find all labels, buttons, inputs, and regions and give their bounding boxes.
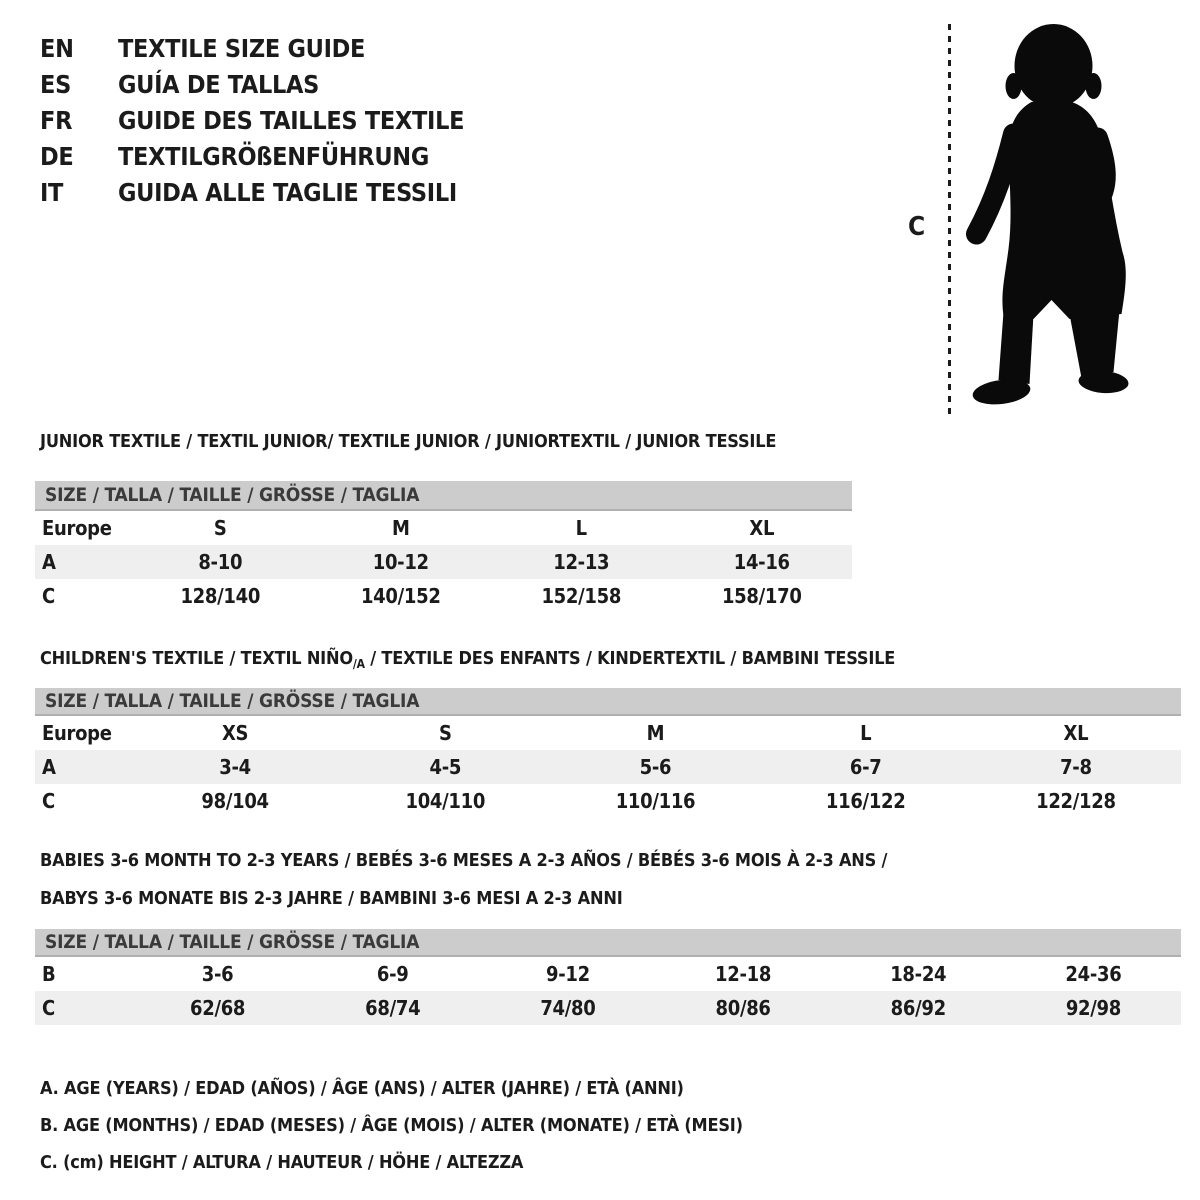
size-cell: 7-8	[1060, 755, 1092, 779]
language-row	[40, 30, 464, 66]
size-cell: 18-24	[890, 962, 947, 986]
size-header-bar	[35, 929, 1181, 957]
size-cell: 5-6	[639, 755, 672, 779]
language-row	[40, 66, 464, 102]
size-cell: 74/80	[540, 996, 596, 1020]
table-row	[35, 716, 1181, 750]
size-cell: 12-18	[715, 962, 772, 986]
table-row	[35, 991, 1181, 1025]
language-code: ES	[40, 69, 71, 99]
measure-legend	[40, 1070, 743, 1181]
size-cell: XS	[221, 721, 249, 745]
size-cell: 62/68	[190, 996, 246, 1020]
language-code: IT	[40, 177, 64, 207]
row-label: Europe	[42, 721, 112, 745]
size-cell: 68/74	[365, 996, 421, 1020]
table-row	[35, 545, 852, 579]
size-cell: 98/104	[201, 789, 269, 813]
language-code: FR	[40, 105, 73, 135]
row-label: A	[42, 550, 56, 574]
size-cell: 104/110	[405, 789, 486, 813]
language-row	[40, 138, 464, 174]
size-cell: 86/92	[890, 996, 946, 1020]
size-cell: 24-36	[1065, 962, 1122, 986]
children-title-subscript: /A	[352, 657, 365, 671]
babies-section-title	[40, 842, 887, 918]
size-cell: L	[575, 516, 587, 540]
language-code: DE	[40, 141, 74, 171]
toddler-silhouette-icon	[963, 24, 1139, 414]
row-label: Europe	[42, 516, 112, 540]
size-cell: 8-10	[198, 550, 243, 574]
row-label: C	[42, 584, 55, 608]
row-label: A	[42, 755, 56, 779]
size-cell: 12-13	[553, 550, 610, 574]
junior-size-table	[35, 481, 852, 613]
size-cell: 128/140	[180, 584, 261, 608]
language-label: TEXTILE SIZE GUIDE	[118, 33, 366, 63]
size-cell: 3-6	[201, 962, 234, 986]
size-cell: S	[438, 721, 452, 745]
language-label: GUIDE DES TAILLES TEXTILE	[118, 105, 465, 135]
size-cell: M	[391, 516, 410, 540]
language-row	[40, 102, 464, 138]
language-label: GUIDA ALLE TAGLIE TESSILI	[118, 177, 457, 207]
babies-title-line2: BABYS 3-6 MONATE BIS 2-3 JAHRE / BAMBINI 3-6 MESI A 2-3 ANNI	[40, 888, 623, 909]
size-cell: M	[646, 721, 665, 745]
size-cell: 6-9	[376, 962, 409, 986]
size-cell: 116/122	[825, 789, 906, 813]
language-code: EN	[40, 33, 74, 63]
size-cell: 92/98	[1065, 996, 1121, 1020]
size-header-label: SIZE / TALLA / TAILLE / GRÖSSE / TAGLIA	[45, 931, 420, 953]
size-cell: XL	[749, 516, 775, 540]
language-label: GUÍA DE TALLAS	[118, 69, 320, 99]
size-cell: 140/152	[360, 584, 441, 608]
row-label: C	[42, 789, 55, 813]
legend-line-b: B. AGE (MONTHS) / EDAD (MESES) / ÂGE (MOIS) / ALTER (MONATE) / ETÀ (MESI)	[40, 1115, 743, 1136]
size-cell: 9-12	[545, 962, 590, 986]
size-header-label: SIZE / TALLA / TAILLE / GRÖSSE / TAGLIA	[45, 690, 420, 712]
language-label: TEXTILGRÖßENFÜHRUNG	[118, 141, 429, 171]
size-header-bar	[35, 688, 1181, 716]
legend-line-c: C. (cm) HEIGHT / ALTURA / HAUTEUR / HÖHE / ALTEZZA	[40, 1152, 524, 1173]
table-row	[35, 750, 1181, 784]
measure-label-c: C	[908, 212, 926, 242]
size-cell: 4-5	[429, 755, 462, 779]
size-cell: 14-16	[733, 550, 790, 574]
babies-title-line1: BABIES 3-6 MONTH TO 2-3 YEARS / BEBÉS 3-6 MESES A 2-3 AÑOS / BÉBÉS 3-6 MOIS À 2-3 ANS /	[40, 850, 888, 871]
size-header-label: SIZE / TALLA / TAILLE / GRÖSSE / TAGLIA	[45, 484, 420, 506]
children-title-pre: CHILDREN'S TEXTILE / TEXTIL NIÑO	[40, 648, 353, 669]
size-cell: 158/170	[721, 584, 802, 608]
size-cell: 10-12	[372, 550, 429, 574]
size-cell: 152/158	[541, 584, 622, 608]
legend-line-a: A. AGE (YEARS) / EDAD (AÑOS) / ÂGE (ANS) / ALTER (JAHRE) / ETÀ (ANNI)	[40, 1078, 684, 1099]
language-row	[40, 174, 464, 210]
height-dashed-line	[948, 24, 951, 416]
table-row	[35, 511, 852, 545]
table-row	[35, 957, 1181, 991]
size-cell: 80/86	[715, 996, 771, 1020]
junior-section-title: JUNIOR TEXTILE / TEXTIL JUNIOR/ TEXTILE JUNIOR / JUNIORTEXTIL / JUNIOR TESSILE	[40, 431, 777, 452]
size-cell: 6-7	[849, 755, 882, 779]
row-label: C	[42, 996, 55, 1020]
table-row	[35, 784, 1181, 818]
size-cell: S	[213, 516, 227, 540]
children-title-post: / TEXTILE DES ENFANTS / KINDERTEXTIL / BAMBINI TESSILE	[364, 648, 896, 669]
language-header	[40, 30, 464, 210]
size-cell: 110/116	[615, 789, 696, 813]
size-cell: 3-4	[219, 755, 251, 779]
babies-size-table	[35, 929, 1181, 1025]
size-header-bar	[35, 481, 852, 511]
children-section-title	[40, 648, 895, 671]
size-cell: 122/128	[1036, 789, 1116, 813]
size-cell: L	[860, 721, 872, 745]
size-cell: XL	[1063, 721, 1089, 745]
table-row	[35, 579, 852, 613]
children-size-table	[35, 688, 1181, 818]
row-label: B	[42, 962, 56, 986]
